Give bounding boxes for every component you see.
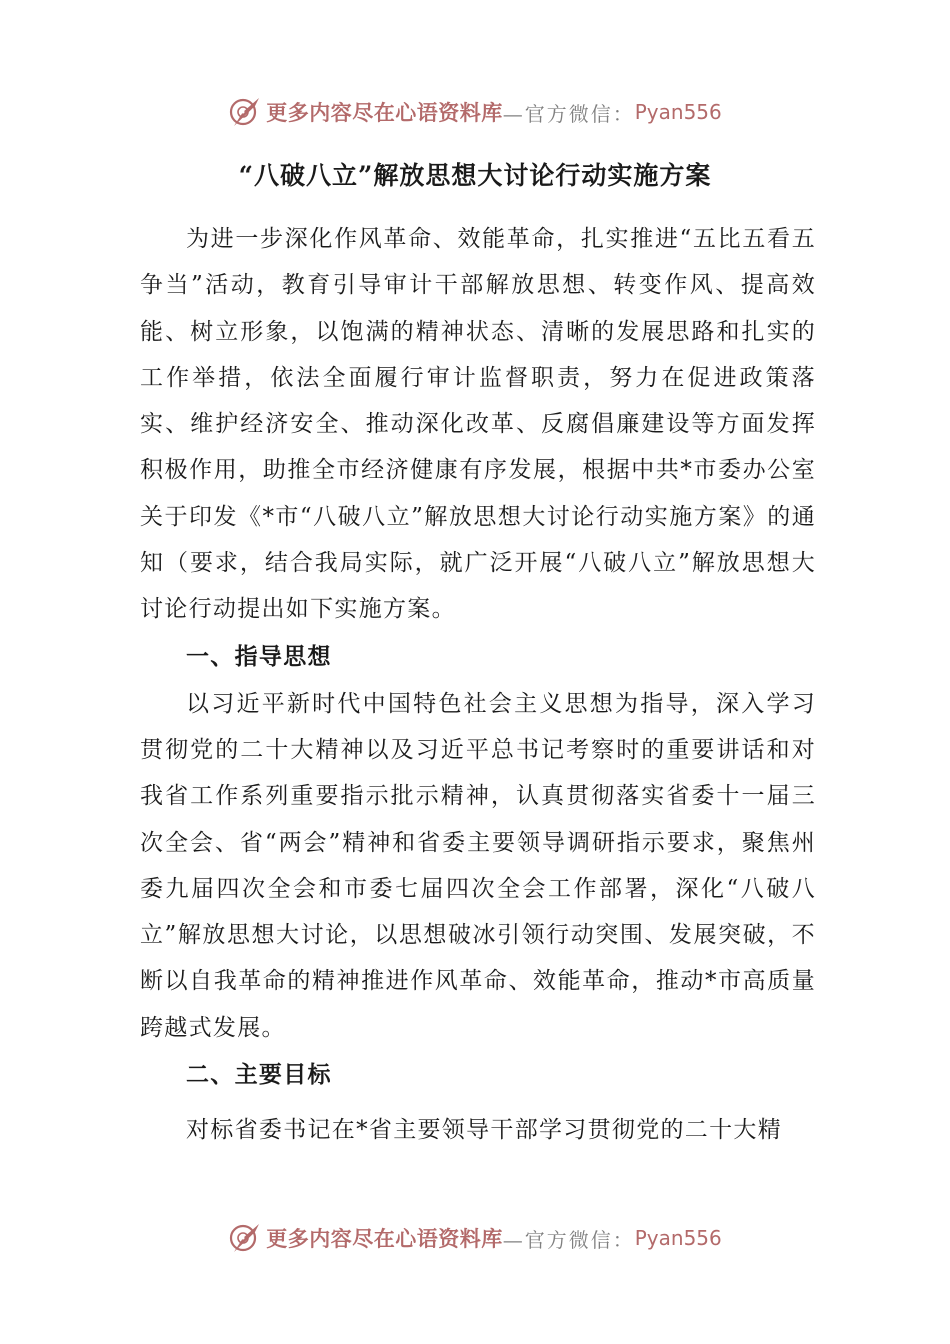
section-1-heading: 一、指导思想: [186, 642, 332, 670]
section-2-paragraph: 对标省委书记在*省主要领导干部学习贯彻党的二十大精: [186, 1117, 782, 1144]
header-banner: [0, 92, 950, 132]
banner-text-account: Pyan556: [634, 1226, 722, 1250]
section-2-heading: 二、主要目标: [186, 1061, 332, 1089]
footer-banner: [0, 1218, 950, 1258]
banner-text-account: Pyan556: [634, 100, 722, 124]
document-title: “八破八立”解放思想大讨论行动实施方案: [238, 161, 712, 190]
intro-paragraph: 为进一步深化作风革命、效能革命，扎实推进“五比五看五争当”活动，教育引导审计干部解放思想、转变作风、提高效能、树立形象，以饱满的精神状态、清晰的发展思路和扎实的工作举措，依法全面履行审计监督职责，努力在促进政策落实、维护经济安全、推动深化改革、反腐倡廉建设等方面发挥积极作用，助推全市经济健康有序发展，根据中共*市委办公室关于印发《*市“八破八立”解放思想大讨论行动实施方案》的通知（要求，结合我局实际，就广泛开展“八破八立”解放思想大讨论行动提出如下实施方案。: [140, 226, 816, 623]
banner-text-library: 更多内容尽在心语资料库: [266, 100, 503, 125]
banner-text-wechat: —官方微信：: [502, 1227, 635, 1252]
pen-logo-icon: [228, 1221, 262, 1255]
banner-text-wechat: —官方微信：: [502, 101, 635, 126]
banner-text-library: 更多内容尽在心语资料库: [266, 1226, 503, 1251]
pen-logo-icon: [228, 95, 262, 129]
section-1-paragraph: 以习近平新时代中国特色社会主义思想为指导，深入学习贯彻党的二十大精神以及习近平总书记考察时的重要讲话和对我省工作系列重要指示批示精神，认真贯彻落实省委十一届三次全会、省“两会”精神和省委主要领导调研指示要求，聚焦州委九届四次全会和市委七届四次全会工作部署，深化“八破八立”解放思想大讨论，以思想破冰引领行动突围、发展突破，不断以自我革命的精神推进作风革命、效能革命，推动*市高质量跨越式发展。: [140, 690, 816, 1041]
document-body: [140, 216, 816, 1153]
